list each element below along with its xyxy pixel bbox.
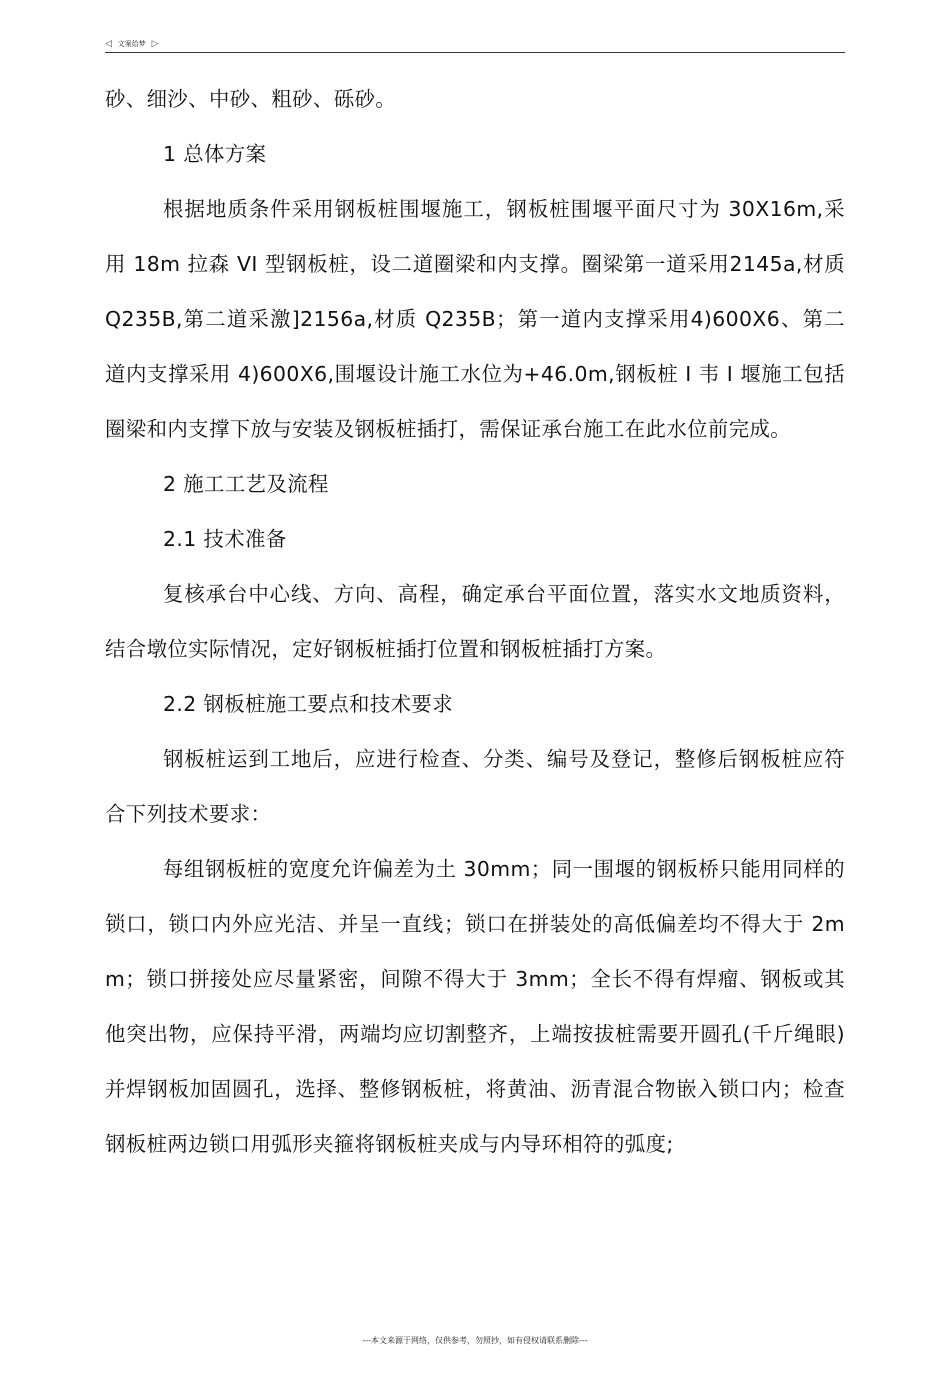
left-triangle-icon: ◁: [105, 39, 112, 49]
page-footer: ---本文来源于网络，仅供参考，勿照抄，如有侵权请联系删除---: [362, 1336, 588, 1345]
page-header: [105, 36, 845, 53]
heading-construction-process: 2 施工工艺及流程: [163, 472, 329, 496]
heading-sheet-pile-key-points: 2.2 钢板桩施工要点和技术要求: [163, 692, 453, 716]
header-brand-mark: [105, 38, 159, 50]
paragraph-continuation: 砂、细沙、中砂、粗砂、砾砂。: [105, 87, 397, 111]
heading-overall-plan: 1 总体方案: [163, 142, 267, 166]
header-brand-text: 文案给梦: [117, 40, 146, 48]
paragraph-cofferdam-design: 根据地质条件采用钢板桩围堰施工，钢板桩围堰平面尺寸为 30X16m,采用 18m 拉森 VI 型钢板桩，设二道圈梁和内支撑。圈梁第一道采用2145a,材质 Q235B,第二道采激]2156a,材质 Q235B；第一道内支撑采用4)600X6、第二道内支撑采用 4)600X6,围堰设计施工水位为+46.0m,钢板桩 I 韦 I 堰施工包括圈梁和内支撑下放与安装及钢板桩插打，需保证承台施工在此水位前完成。: [105, 197, 845, 441]
document-body: [105, 72, 845, 1172]
paragraph-inspection: 钢板桩运到工地后，应进行检查、分类、编号及登记，整修后钢板桩应符合下列技术要求：: [105, 747, 845, 826]
right-triangle-icon: ▷: [151, 39, 159, 49]
paragraph-technical-preparation: 复核承台中心线、方向、高程，确定承台平面位置，落实水文地质资料，结合墩位实际情况，定好钢板桩插打位置和钢板桩插打方案。: [105, 582, 845, 661]
heading-technical-preparation: 2.1 技术准备: [163, 527, 287, 551]
paragraph-technical-requirements: 每组钢板桩的宽度允许偏差为土 30mm；同一围堰的钢板桥只能用同样的锁口，锁口内外应光洁、并呈一直线；锁口在拼装处的高低偏差均不得大于 2mm；锁口拼接处应尽量紧密，间隙不得大于 3mm；全长不得有焊瘤、钢板或其他突出物，应保持平滑，两端均应切割整齐，上端按拔桩需要开圆孔(千斤绳眼)并焊钢板加固圆孔，选择、整修钢板桩，将黄油、沥青混合物嵌入锁口内；检查钢板桩两边锁口用弧形夹箍将钢板桩夹成与内导环相符的弧度;: [105, 857, 845, 1156]
